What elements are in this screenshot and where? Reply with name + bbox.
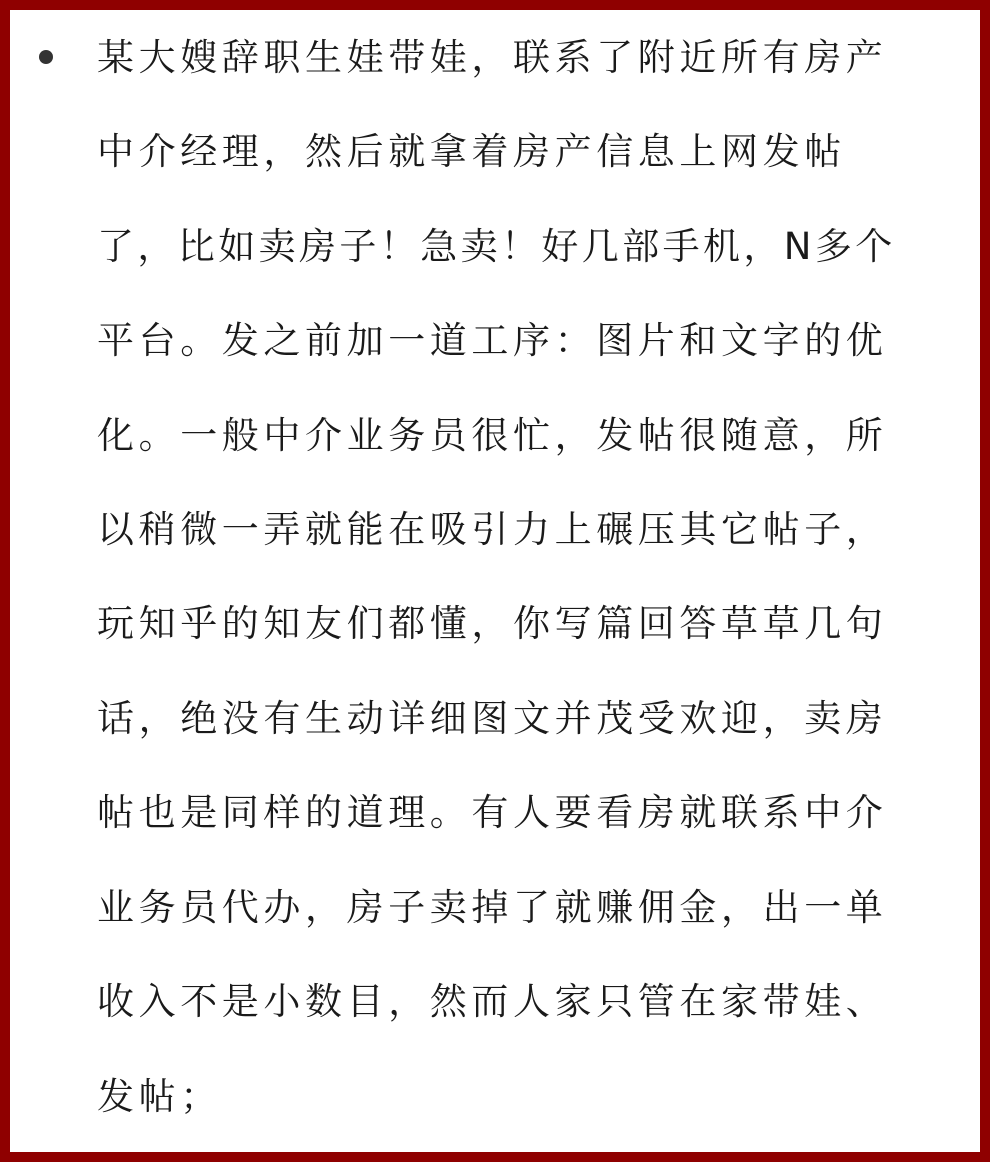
bullet-point <box>39 50 53 64</box>
text-line: 发帖； <box>97 1075 222 1118</box>
text-line: 了，比如卖房子！急卖！好几部手机，N多个 <box>97 225 896 268</box>
text-line: 某大嫂辞职生娃带娃，联系了附近所有房产 <box>97 36 888 79</box>
document-frame <box>10 10 980 1152</box>
text-line: 收入不是小数目，然而人家只管在家带娃、 <box>97 980 888 1023</box>
text-line: 玩知乎的知友们都懂，你写篇回答草草几句 <box>97 602 888 645</box>
text-line: 中介经理，然后就拿着房产信息上网发帖 <box>97 130 846 173</box>
text-line: 以稍微一弄就能在吸引力上碾压其它帖子， <box>97 508 888 551</box>
text-line: 业务员代办，房子卖掉了就赚佣金，出一单 <box>97 886 888 929</box>
text-line: 帖也是同样的道理。有人要看房就联系中介 <box>97 791 888 834</box>
text-line: 话，绝没有生动详细图文并茂受欢迎，卖房 <box>97 697 888 740</box>
text-line: 平台。发之前加一道工序：图片和文字的优 <box>97 319 888 362</box>
text-line: 化。一般中介业务员很忙，发帖很随意，所 <box>97 414 888 457</box>
